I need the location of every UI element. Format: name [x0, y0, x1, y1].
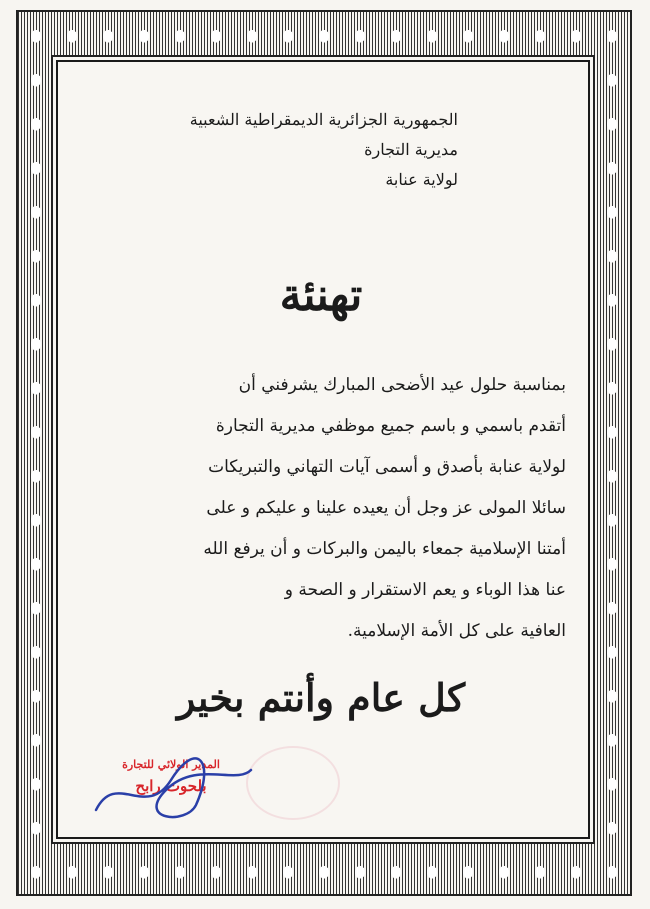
document-content	[56, 60, 586, 835]
signature-scribble-icon	[76, 750, 266, 830]
letterhead	[190, 105, 458, 195]
province-name: لولاية عنابة	[385, 170, 458, 189]
signatory-name: بلحوت رابح	[135, 777, 207, 795]
signature-block	[76, 750, 266, 830]
body-line: عنا هذا الوباء و يعم الاستقرار و الصحة و	[284, 580, 566, 600]
body-line: بمناسبة حلول عيد الأضحى المبارك يشرفني أن	[238, 375, 566, 395]
body-line: لولاية عنابة بأصدق و أسمى آيات التهاني والتبريكات	[208, 457, 566, 477]
signatory-role: المدير الولائي للتجارة	[122, 758, 220, 771]
greeting-calligraphy: كل عام وأنتم بخير	[176, 675, 466, 720]
body-line: سائلا المولى عز وجل أن يعيده علينا و عليكم و على	[206, 498, 566, 518]
message-body	[84, 365, 566, 652]
directorate-name: مديرية التجارة	[364, 140, 458, 159]
body-line: أمتنا الإسلامية جمعاء باليمن والبركات و أن يرفع الله	[203, 539, 566, 559]
page-title: تهنئة	[279, 270, 363, 321]
body-line: العافية على كل الأمة الإسلامية.	[347, 621, 566, 641]
country-name: الجمهورية الجزائرية الديمقراطية الشعبية	[189, 110, 458, 129]
body-line: أتقدم باسمي و باسم جميع موظفي مديرية التجارة	[215, 416, 566, 436]
